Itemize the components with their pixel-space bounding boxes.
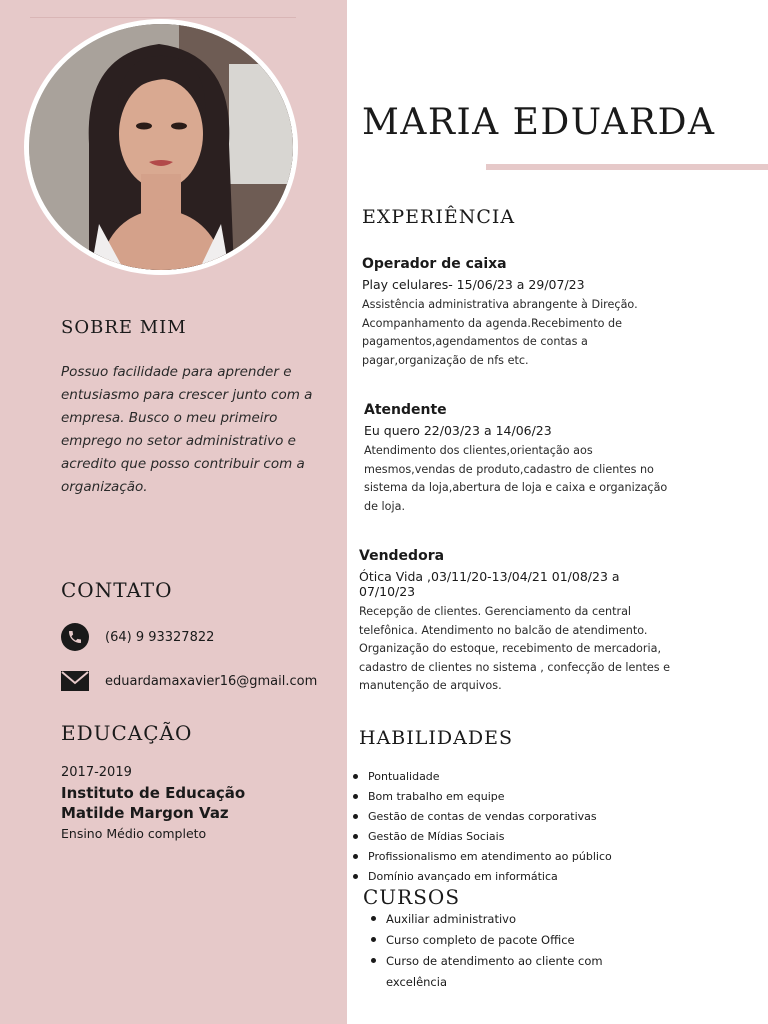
- course-item: Curso de atendimento ao cliente com excelência: [371, 951, 641, 993]
- education-years: 2017-2019: [61, 765, 132, 780]
- job-role: Atendente: [364, 402, 447, 418]
- skill-item: Pontualidade: [353, 767, 612, 787]
- envelope-icon: [61, 671, 89, 691]
- phone-number[interactable]: (64) 9 93327822: [105, 629, 215, 645]
- education-school-line1: Instituto de Educação: [61, 784, 246, 802]
- job-description: Assistência administrativa abrangente à Direção. Acompanhamento da agenda.Recebimento de pagamentos,agendamentos de contas a pagar,organização de nfs etc.: [362, 298, 638, 367]
- phone-row: [61, 623, 214, 651]
- job-company-dates: Play celulares- 15/06/23 a 29/07/23: [362, 277, 585, 292]
- name-accent-bar: [486, 164, 768, 170]
- about-title: SOBRE MIM: [61, 317, 187, 338]
- job-entry: [364, 402, 684, 516]
- job-description: Atendimento dos clientes,orientação aos mesmos,vendas de produto,cadastro de clientes no sistema da loja,abertura de loja e caixa e organização de loja.: [364, 444, 668, 513]
- profile-photo: [29, 24, 293, 270]
- course-item: Auxiliar administrativo: [371, 909, 641, 930]
- skill-item: Gestão de Mídias Sociais: [353, 827, 612, 847]
- job-company-dates: Eu quero 22/03/23 a 14/06/23: [364, 423, 552, 438]
- top-divider: [30, 17, 296, 18]
- courses-list: [371, 909, 641, 993]
- skill-item: Bom trabalho em equipe: [353, 787, 612, 807]
- skills-title: HABILIDADES: [359, 727, 513, 749]
- education-school: [61, 783, 321, 823]
- about-text: Possuo facilidade para aprender e entusiasmo para crescer junto com a empresa. Busco o meu primeiro emprego no setor administrativo e acredito que posso contribuir com a organização.: [61, 364, 313, 495]
- education-school-line2: Matilde Margon Vaz: [61, 804, 229, 822]
- job-role: Vendedora: [359, 548, 445, 564]
- candidate-name: MARIA EDUARDA: [362, 102, 716, 143]
- education-level: Ensino Médio completo: [61, 826, 207, 841]
- courses-title: CURSOS: [363, 885, 461, 909]
- course-item: Curso completo de pacote Office: [371, 930, 641, 951]
- email-row: [61, 671, 317, 691]
- contact-title: CONTATO: [61, 578, 173, 602]
- experience-title: EXPERIÊNCIA: [362, 206, 516, 228]
- skill-item: Domínio avançado em informática: [353, 867, 612, 887]
- education-title: EDUCAÇÃO: [61, 721, 193, 745]
- job-company-dates: Ótica Vida ,03/11/20-13/04/21 01/08/23 a 07/10/23: [359, 569, 620, 599]
- job-entry: [362, 256, 682, 370]
- job-description: Recepção de clientes. Gerenciamento da central telefônica. Atendimento no balcão de atendimento. Organização do estoque, recebimento de mercadoria, cadastro de clientes no sistema , confecção de lentes e manutenção de arquivos.: [359, 605, 671, 692]
- skill-item: Gestão de contas de vendas corporativas: [353, 807, 612, 827]
- phone-icon: [61, 623, 89, 651]
- job-entry: [359, 548, 679, 696]
- email-address[interactable]: eduardamaxavier16@gmail.com: [105, 673, 318, 689]
- skill-item: Profissionalismo em atendimento ao público: [353, 847, 612, 867]
- job-role: Operador de caixa: [362, 256, 507, 272]
- skills-list: [353, 767, 612, 887]
